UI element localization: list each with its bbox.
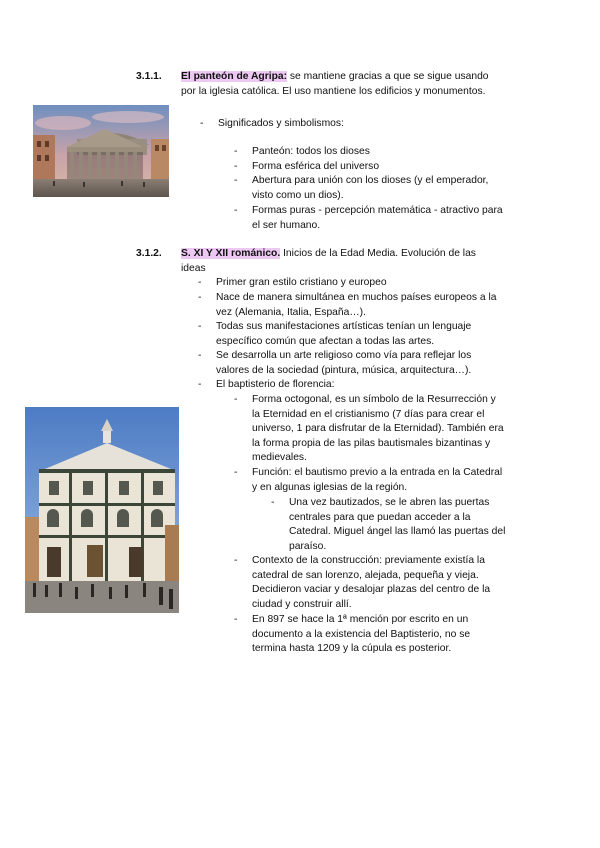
pantheon-image [33, 105, 169, 197]
list-item: - Contexto de la construcción: previamente existía la catedral de san lorenzo, alejada, pequeña y vieja. Decidieron vaciar y desalojar plazas del centro de la ciudad y construir allí. [234, 555, 491, 610]
section-1-intro: El panteón de Agripa: se mantiene gracias a que se sigue usando por la iglesia católica. El uso mantiene los edificios y monumentos. [181, 71, 489, 97]
section-1-subheading: - Significados y simbolismos: [200, 118, 344, 129]
list-item: - Todas sus manifestaciones artísticas tenían un lenguaje específico común que afectan a todas las artes. [198, 321, 472, 347]
section-2-title: S. XI Y XII románico. [181, 248, 281, 259]
list-item: - En 897 se hace la 1ª mención por escrito en un documento a la existencia del Baptisterio, no se termina hasta 1209 y la cúpula es posterior. [234, 614, 471, 655]
list-item: - Se desarrolla un arte religioso como vía para reflejar los valores de la sociedad (pintura, música, arquitectura…). [198, 350, 472, 376]
section-1-title: El panteón de Agripa: [181, 71, 288, 82]
list-item: - El baptisterio de florencia: [198, 379, 335, 390]
section-2-intro: S. XI Y XII románico. Inicios de la Edad Media. Evolución de las ideas [181, 248, 476, 274]
list-item: - Una vez bautizados, se le abren las puertas centrales para que puedan acceder a la Catedral. Miguel ángel las llamó las puertas del paraíso. [271, 497, 506, 552]
list-item: - Abertura para unión con los dioses (y el emperador, visto como un dios). [234, 175, 489, 201]
list-item: - Forma octogonal, es un símbolo de la Resurrección y la Eternidad en el cristianismo (7 días para crear el universo, 1 para disfrutar de la Eternidad). También era la forma propia de las pilas bautismales bizantinas y medievales. [234, 394, 504, 464]
list-item: - Forma esférica del universo [234, 161, 380, 172]
section-2-number: 3.1.2. [136, 248, 162, 259]
list-item: - Formas puras - percepción matemática - atractivo para el ser humano. [234, 205, 503, 231]
section-1-number: 3.1.1. [136, 71, 162, 82]
list-item: - Función: el bautismo previo a la entrada en la Catedral y en algunas iglesias de la región. [234, 467, 503, 493]
list-item: - Nace de manera simultánea en muchos países europeos a la vez (Alemania, Italia, España…). [198, 292, 497, 318]
list-item: - Panteón: todos los dioses [234, 146, 370, 157]
baptistery-image [25, 407, 179, 613]
list-item: - Primer gran estilo cristiano y europeo [198, 277, 387, 288]
